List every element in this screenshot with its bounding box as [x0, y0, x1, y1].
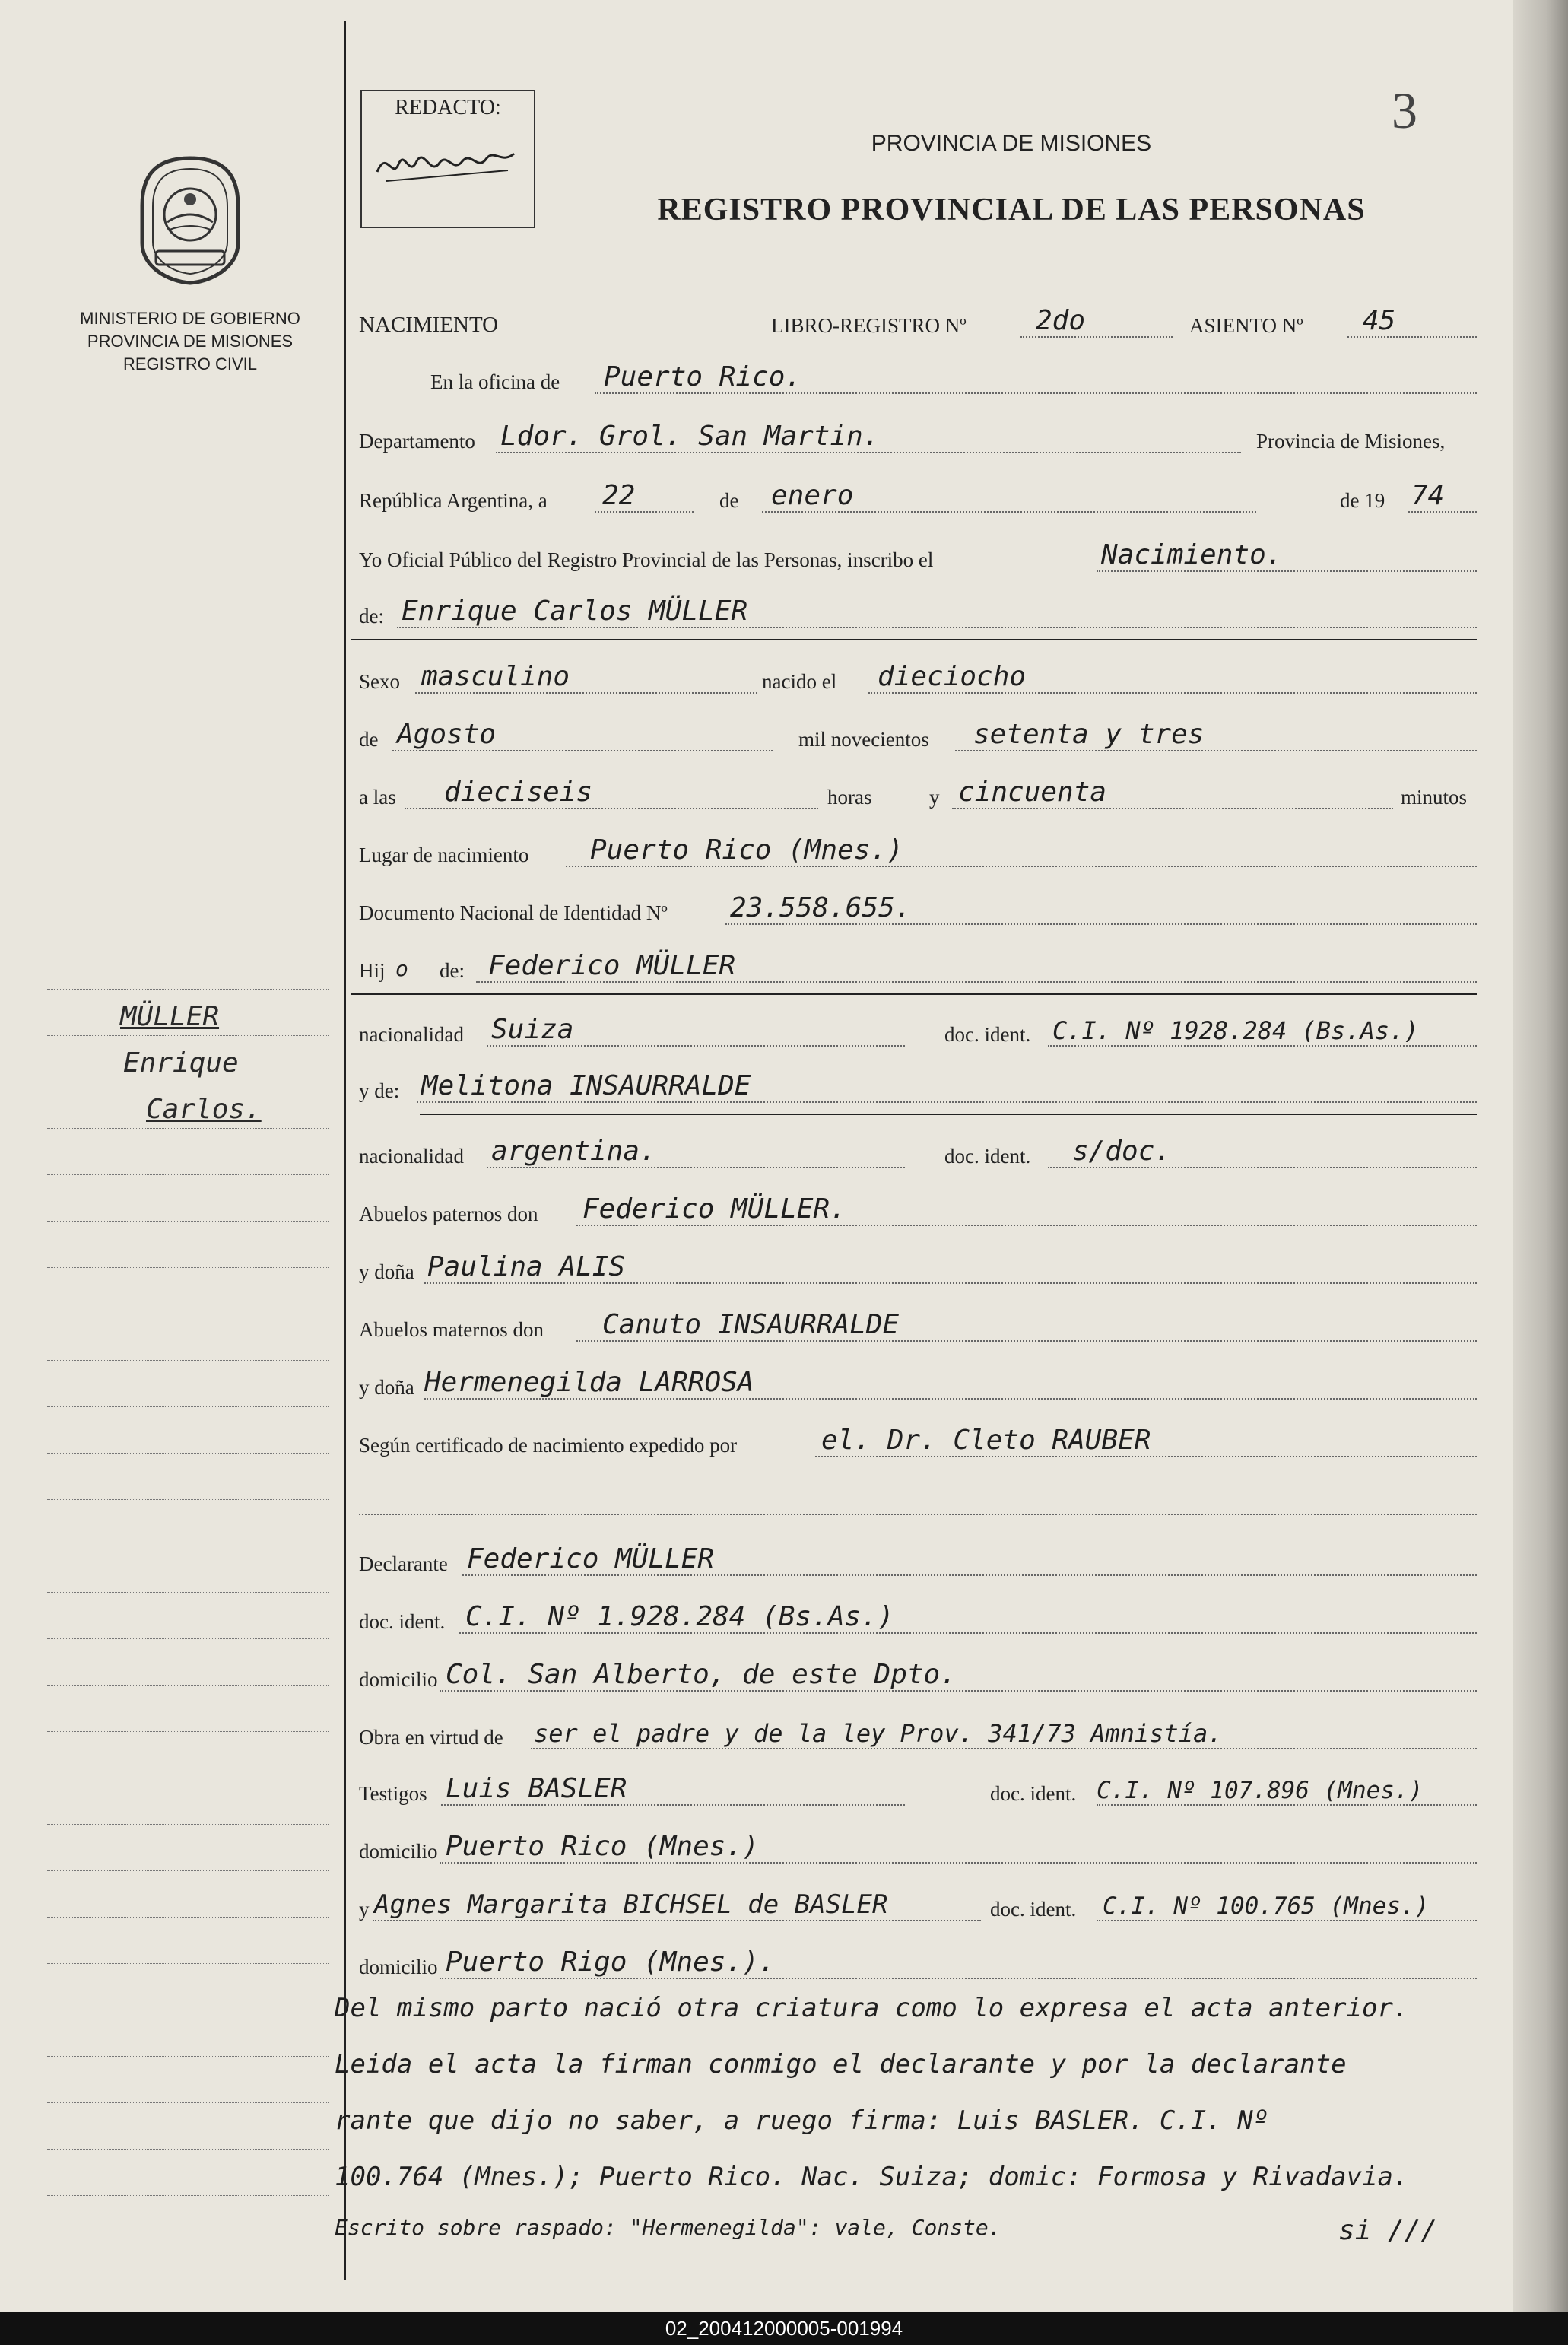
issuer-registry: REGISTRO CIVIL [122, 354, 258, 373]
row-abuela-materna [351, 1365, 1484, 1404]
decl-dom-label: domicilio [359, 1668, 438, 1691]
horas-value: dieciseis [444, 777, 593, 808]
note-line-4: 100.764 (Mnes.); Puerto Rico. Nac. Suiza; domic: Formosa y Rivadavia. [335, 2162, 1409, 2192]
row-nac-padre [351, 1012, 1484, 1051]
hijo-suffix: o [395, 956, 408, 981]
decl-doc-value: C.I. Nº 1.928.284 (Bs.As.) [465, 1601, 894, 1632]
redacto-box [360, 90, 535, 228]
row-obra [351, 1714, 1484, 1754]
t2-dom-value: Puerto Rigo (Mnes.). [446, 1946, 776, 1978]
persona-value: Enrique Carlos MÜLLER [402, 596, 748, 627]
yo-oficial-label: Yo Oficial Público del Registro Provincial de las Personas, inscribo el [359, 548, 934, 571]
t2-prefix: y [359, 1898, 370, 1921]
closing-mark: si /// [1338, 2215, 1438, 2246]
row-testigo-1 [351, 1771, 1484, 1810]
testigo1-value: Luis BASLER [446, 1773, 627, 1804]
declarante-label: Declarante [359, 1552, 448, 1575]
row-testigo-2 [351, 1886, 1484, 1926]
oficina-value: Puerto Rico. [604, 361, 802, 392]
row-mes [351, 717, 1484, 756]
mil-label: mil novecientos [798, 728, 929, 751]
redactor-signature-icon [371, 134, 523, 195]
libro-label: LIBRO-REGISTRO Nº [771, 314, 967, 337]
de-mes-label: de [359, 728, 379, 751]
abp2-value: Paulina ALIS [427, 1251, 626, 1282]
provincia-suffix: Provincia de Misiones, [1256, 430, 1446, 453]
hijo-label: Hij [359, 959, 386, 982]
departamento-label: Departamento [359, 430, 475, 453]
de-persona-label: de: [359, 605, 384, 628]
padre-value: Federico MÜLLER [488, 950, 736, 981]
year-value: 74 [1411, 480, 1445, 511]
departamento-value: Ldor. Grol. San Martin. [500, 421, 880, 452]
margin-given-name-2: Carlos. [146, 1094, 262, 1125]
nacido-value: dieciocho [878, 661, 1027, 692]
redacto-label: REDACTO: [395, 96, 501, 119]
margin-given-name-1: Enrique [123, 1047, 239, 1079]
margin-surname: MÜLLER [120, 1001, 220, 1032]
hijo-de-label: de: [440, 959, 465, 982]
decl-dom-value: Col. San Alberto, de este Dpto. [446, 1659, 957, 1690]
month-value: enero [771, 480, 854, 511]
doc1-label: doc. ident. [944, 1023, 1031, 1046]
cert-value: el. Dr. Cleto RAUBER [821, 1425, 1151, 1456]
doc2-value: s/doc. [1072, 1136, 1172, 1167]
testigos-label: Testigos [359, 1782, 427, 1805]
issuer-block [46, 152, 335, 376]
row-oficina [351, 359, 1484, 399]
t1-dom-label: domicilio [359, 1840, 438, 1863]
anio-value: setenta y tres [973, 719, 1205, 750]
row-madre [351, 1068, 1484, 1107]
header-registry: REGISTRO PROVINCIAL DE LAS PERSONAS [657, 192, 1366, 227]
row-declarante-dom [351, 1657, 1484, 1696]
row-abuela-paterna [351, 1249, 1484, 1288]
asiento-value: 45 [1363, 305, 1396, 336]
nac1-value: Suiza [491, 1014, 574, 1045]
year-label: de 19 [1340, 489, 1385, 512]
abm2-value: Hermenegilda LARROSA [424, 1367, 754, 1398]
republica-label: República Argentina, a [359, 489, 548, 512]
nac2-label: nacionalidad [359, 1145, 464, 1168]
nacido-label: nacido el [762, 670, 837, 693]
abm-label: Abuelos maternos don [359, 1318, 544, 1341]
row-lugar [351, 832, 1484, 872]
row-abuelo-materno [351, 1307, 1484, 1346]
t2-dom-label: domicilio [359, 1956, 438, 1978]
libro-value: 2do [1036, 305, 1086, 336]
header-province: PROVINCIA DE MISIONES [871, 131, 1152, 156]
margin-lines [47, 943, 329, 2242]
row-inscribo [351, 537, 1484, 577]
doc1-value: C.I. Nº 1928.284 (Bs.As.) [1052, 1016, 1419, 1045]
row-sexo [351, 659, 1484, 698]
decl-doc-label: doc. ident. [359, 1610, 446, 1633]
abp-label: Abuelos paternos don [359, 1203, 538, 1225]
doc2-label: doc. ident. [944, 1145, 1031, 1168]
oficina-label: En la oficina de [430, 370, 560, 393]
lugar-value: Puerto Rico (Mnes.) [590, 834, 903, 866]
record-type: NACIMIENTO [359, 313, 499, 337]
dni-label: Documento Nacional de Identidad Nº [359, 901, 668, 924]
scan-id-footer: 02_200412000005-001994 [0, 2312, 1568, 2345]
row-departamento [351, 418, 1484, 458]
day-value: 22 [602, 480, 636, 511]
t2-doc-label: doc. ident. [990, 1898, 1077, 1921]
cert-label: Según certificado de nacimiento expedido por [359, 1434, 738, 1457]
note-line-1: Del mismo parto nació otra criatura como lo expresa el acta anterior. [335, 1993, 1409, 2023]
dni-value: 23.558.655. [730, 892, 912, 923]
t1-doc-value: C.I. Nº 107.896 (Mnes.) [1097, 1777, 1424, 1804]
acto-value: Nacimiento. [1101, 539, 1283, 570]
row-declarante [351, 1541, 1484, 1581]
mes-value: Agosto [397, 719, 497, 750]
obra-value: ser el padre y de la ley Prov. 341/73 Amnistía. [534, 1719, 1223, 1748]
row-abuelo-paterno [351, 1191, 1484, 1231]
row-dni [351, 890, 1484, 929]
yde-label: y de: [359, 1079, 400, 1102]
row-hora [351, 774, 1484, 814]
lugar-label: Lugar de nacimiento [359, 844, 529, 866]
row-nac-madre [351, 1133, 1484, 1173]
row-declarante-doc [351, 1599, 1484, 1638]
declarante-value: Federico MÜLLER [467, 1543, 715, 1574]
abm-value: Canuto INSAURRALDE [602, 1309, 900, 1340]
abm2-label: y doña [359, 1376, 414, 1399]
de-label: de [719, 489, 739, 512]
book-spine [1513, 0, 1568, 2312]
row-persona [351, 593, 1484, 633]
margin-divider [344, 21, 346, 2280]
testigo2-value: Agnes Margarita BICHSEL de BASLER [374, 1889, 888, 1920]
provincial-seal-icon [133, 152, 247, 289]
t2-doc-value: C.I. Nº 100.765 (Mnes.) [1103, 1892, 1430, 1920]
minutos-value: cincuenta [958, 777, 1107, 808]
note-line-3: rante que dijo no saber, a ruego firma: Luis BASLER. C.I. Nº [335, 2105, 1269, 2136]
note-line-5: Escrito sobre raspado: "Hermenegilda": vale, Conste. [335, 2215, 1001, 2240]
row-testigo-2-dom [351, 1944, 1484, 1984]
y-label: y [929, 786, 940, 809]
t1-dom-value: Puerto Rico (Mnes.) [446, 1831, 759, 1862]
row-fecha [351, 478, 1484, 517]
issuer-province: PROVINCIA DE MISIONES [87, 332, 294, 351]
abp2-label: y doña [359, 1260, 414, 1283]
row-record-type [351, 303, 1484, 342]
issuer-ministry: MINISTERIO DE GOBIERNO [80, 309, 300, 328]
a-las-label: a las [359, 786, 396, 809]
sexo-label: Sexo [359, 670, 400, 693]
nac2-value: argentina. [491, 1136, 656, 1167]
note-line-2: Leida el acta la firman conmigo el declarante y por la declarante [335, 2049, 1347, 2080]
sexo-value: masculino [421, 661, 570, 692]
nac1-label: nacionalidad [359, 1023, 464, 1046]
row-certificado-cont [351, 1480, 1484, 1520]
t1-doc-label: doc. ident. [990, 1782, 1077, 1805]
asiento-label: ASIENTO Nº [1189, 314, 1303, 337]
row-certificado [351, 1422, 1484, 1462]
abp-value: Federico MÜLLER. [582, 1193, 846, 1225]
row-testigo-1-dom [351, 1829, 1484, 1868]
obra-label: Obra en virtud de [359, 1726, 503, 1749]
horas-label: horas [827, 786, 872, 809]
row-hijo [351, 948, 1484, 987]
minutos-label: minutos [1401, 786, 1468, 809]
page-number: 3 [1392, 81, 1417, 139]
madre-value: Melitona INSAURRALDE [421, 1070, 751, 1101]
